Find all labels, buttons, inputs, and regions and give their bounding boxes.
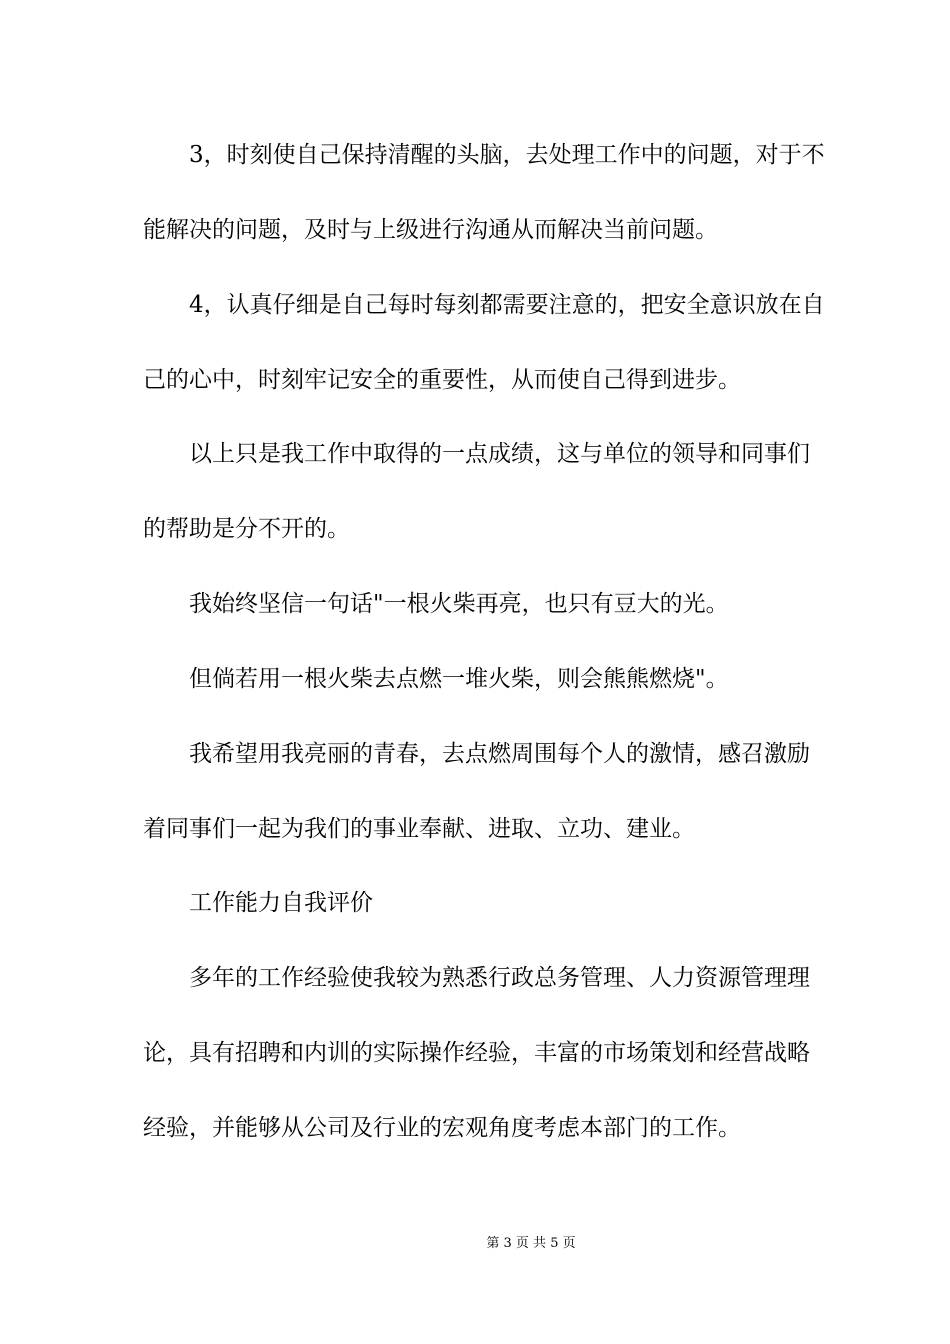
paragraph-line: 能解决的问题，及时与上级进行沟通从而解决当前问题。 (143, 217, 718, 243)
section-heading (143, 889, 833, 917)
paragraph-experience (143, 964, 833, 1142)
paragraph-line: 论，具有招聘和内训的实际操作经验，丰富的市场策划和经营战略 (143, 1040, 810, 1066)
paragraph-line: 经验，并能够从公司及行业的宏观角度考虑本部门的工作。 (143, 1115, 741, 1141)
paragraph-line: 我始终坚信一句话"一根火柴再亮，也只有豆大的光。 (143, 591, 729, 617)
paragraph-line: 以上只是我工作中取得的一点成绩，这与单位的领导和同事们 (143, 441, 810, 467)
paragraph-line: 多年的工作经验使我较为熟悉行政总务管理、人力资源管理理 (143, 965, 810, 991)
paragraph-item-3 (143, 141, 833, 244)
paragraph-quote-end (143, 665, 833, 693)
paragraph-line: 我希望用我亮丽的青春，去点燃周围每个人的激情，感召激励 (143, 741, 810, 767)
paragraph-line: 的帮助是分不开的。 (143, 516, 350, 542)
paragraph-line: 3，时刻使自己保持清醒的头脑，去处理工作中的问题，对于不 (143, 142, 825, 168)
paragraph-quote-start (143, 590, 833, 618)
page-footer (0, 1236, 950, 1252)
paragraph-line: 己的心中，时刻牢记安全的重要性，从而使自己得到进步。 (143, 367, 741, 393)
paragraph-item-4 (143, 291, 833, 394)
paragraph-line: 着同事们一起为我们的事业奉献、进取、立功、建业。 (143, 816, 695, 842)
paragraph-line: 但倘若用一根火柴去点燃一堆火柴，则会熊熊燃烧"。 (143, 666, 729, 692)
heading-line: 工作能力自我评价 (143, 890, 373, 916)
paragraph-hope (143, 740, 833, 843)
paragraph-achievement (143, 440, 833, 543)
paragraph-line: 4，认真仔细是自己每时每刻都需要注意的，把安全意识放在自 (143, 292, 825, 318)
page-number: 第 3 页 共 5 页 (486, 1236, 576, 1251)
